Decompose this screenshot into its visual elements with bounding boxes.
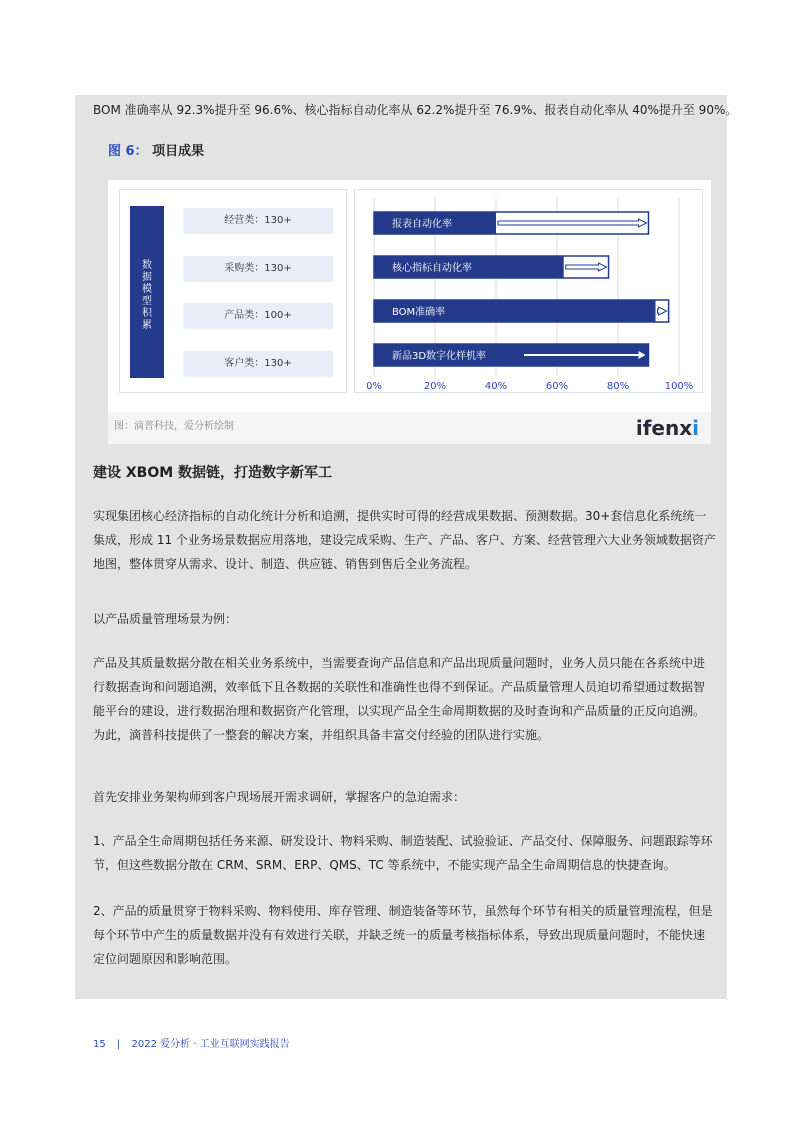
x-tick-label: 40% <box>484 381 508 392</box>
report-title: 2022 爱分析 · 工业互联网实践报告 <box>131 1039 290 1050</box>
figure-caption <box>108 142 204 162</box>
figure-source: 图：滴普科技，爱分析绘制 <box>114 421 234 432</box>
paragraph-line: 行数据查询和问题追溯，效率低下且各数据的关联性和准确性也得不到保证。产品质量管理人员迫切希望通过数据智 <box>93 680 706 694</box>
bar-category-label: 新品3D数字化样机率 <box>392 351 487 362</box>
data-model-char: 据 <box>142 272 152 283</box>
paragraph-line: 集成，形成 11 个业务场景数据应用落地，建设完成采购、生产、产品、客户、方案、经营管理六大业务领域数据资产 <box>93 533 716 547</box>
x-tick-label: 20% <box>423 381 447 392</box>
figure-canvas <box>108 180 711 412</box>
bar-category-label: 核心指标自动化率 <box>392 263 472 274</box>
ifenxi-logo: ifenxi <box>635 416 699 440</box>
paragraph-line: 节，但这些数据分散在 CRM、SRM、ERP、QMS、TC 等系统中，不能实现产品全生命周期信息的快捷查询。 <box>93 858 676 872</box>
data-model-block <box>130 206 164 378</box>
page-number: 15 <box>93 1039 106 1050</box>
figure-number: 图 6： <box>108 144 148 159</box>
paragraph-5 <box>93 829 713 877</box>
footer-separator: | <box>116 1039 121 1050</box>
x-tick-label: 100% <box>664 381 694 392</box>
paragraph-3 <box>93 651 713 747</box>
paragraph-line: 实现集团核心经济指标的自动化统计分析和追溯，提供实时可得的经营成果数据、预测数据。30+套信息化系统统一 <box>93 509 707 523</box>
category-customer: 客户类：130+ <box>183 351 333 377</box>
data-model-char: 积 <box>142 308 152 319</box>
paragraph-line: 每个环节中产生的质量数据并没有有效进行关联，并缺乏统一的质量考核指标体系，导致出现质量问题时，不能快速 <box>93 928 706 942</box>
paragraph-line: 以产品质量管理场景为例： <box>93 612 238 626</box>
x-tick-label: 0% <box>366 381 382 392</box>
section-heading: 建设 XBOM 数据链，打造数字新军工 <box>93 465 333 481</box>
figure-project-results <box>108 180 711 444</box>
results-chart-panel <box>354 189 703 393</box>
paragraph-line: 为此，滴普科技提供了一整套的解决方案，并组织具备丰富交付经验的团队进行实施。 <box>93 728 550 742</box>
paragraph-line: 能平台的建设，进行数据治理和数据资产化管理，以实现产品全生命周期数据的及时查询和产品质量的正反向追溯。 <box>93 704 706 718</box>
category-product: 产品类：100+ <box>183 303 333 329</box>
category-operations: 经营类：130+ <box>183 208 333 234</box>
page-footer <box>93 1038 290 1052</box>
paragraph-line: 首先安排业务架构师到客户现场展开需求调研，掌握客户的急迫需求： <box>93 790 466 804</box>
intro-text: BOM 准确率从 92.3%提升至 96.6%、核心指标自动化率从 62.2%提升至 76.9%、报表自动化率从 40%提升至 90%。 <box>93 103 738 117</box>
data-model-char: 数 <box>142 260 152 271</box>
paragraph-line: 产品及其质量数据分散在相关业务系统中，当需要查询产品信息和产品出现质量问题时，业务人员只能在各系统中进 <box>93 656 706 670</box>
paragraph-line: 地图，整体贯穿从需求、设计、制造、供应链、销售到售后全业务流程。 <box>93 557 478 571</box>
paragraph-4 <box>93 785 713 809</box>
category-procurement: 采购类：130+ <box>183 256 333 282</box>
x-tick-label: 60% <box>545 381 569 392</box>
data-model-char: 模 <box>142 284 152 295</box>
paragraph-2 <box>93 607 713 631</box>
paragraph-line: 2、产品的质量贯穿于物料采购、物料使用、库存管理、制造装备等环节，虽然每个环节有相关的质量管理流程，但是 <box>93 904 713 918</box>
results-bar-chart <box>355 190 702 392</box>
data-model-char: 型 <box>142 296 152 307</box>
data-model-char: 累 <box>142 320 152 331</box>
paragraph-6 <box>93 899 713 971</box>
bar-category-label: BOM准确率 <box>392 307 446 318</box>
paragraph-line: 定位问题原因和影响范围。 <box>93 952 238 966</box>
data-model-panel <box>119 189 347 393</box>
paragraph-1 <box>93 504 716 576</box>
x-tick-label: 80% <box>606 381 630 392</box>
figure-title: 项目成果 <box>152 144 205 159</box>
bar-category-label: 报表自动化率 <box>392 219 452 230</box>
paragraph-line: 1、产品全生命周期包括任务来源、研发设计、物料采购、制造装配、试验验证、产品交付、保障服务、问题跟踪等环 <box>93 834 713 848</box>
